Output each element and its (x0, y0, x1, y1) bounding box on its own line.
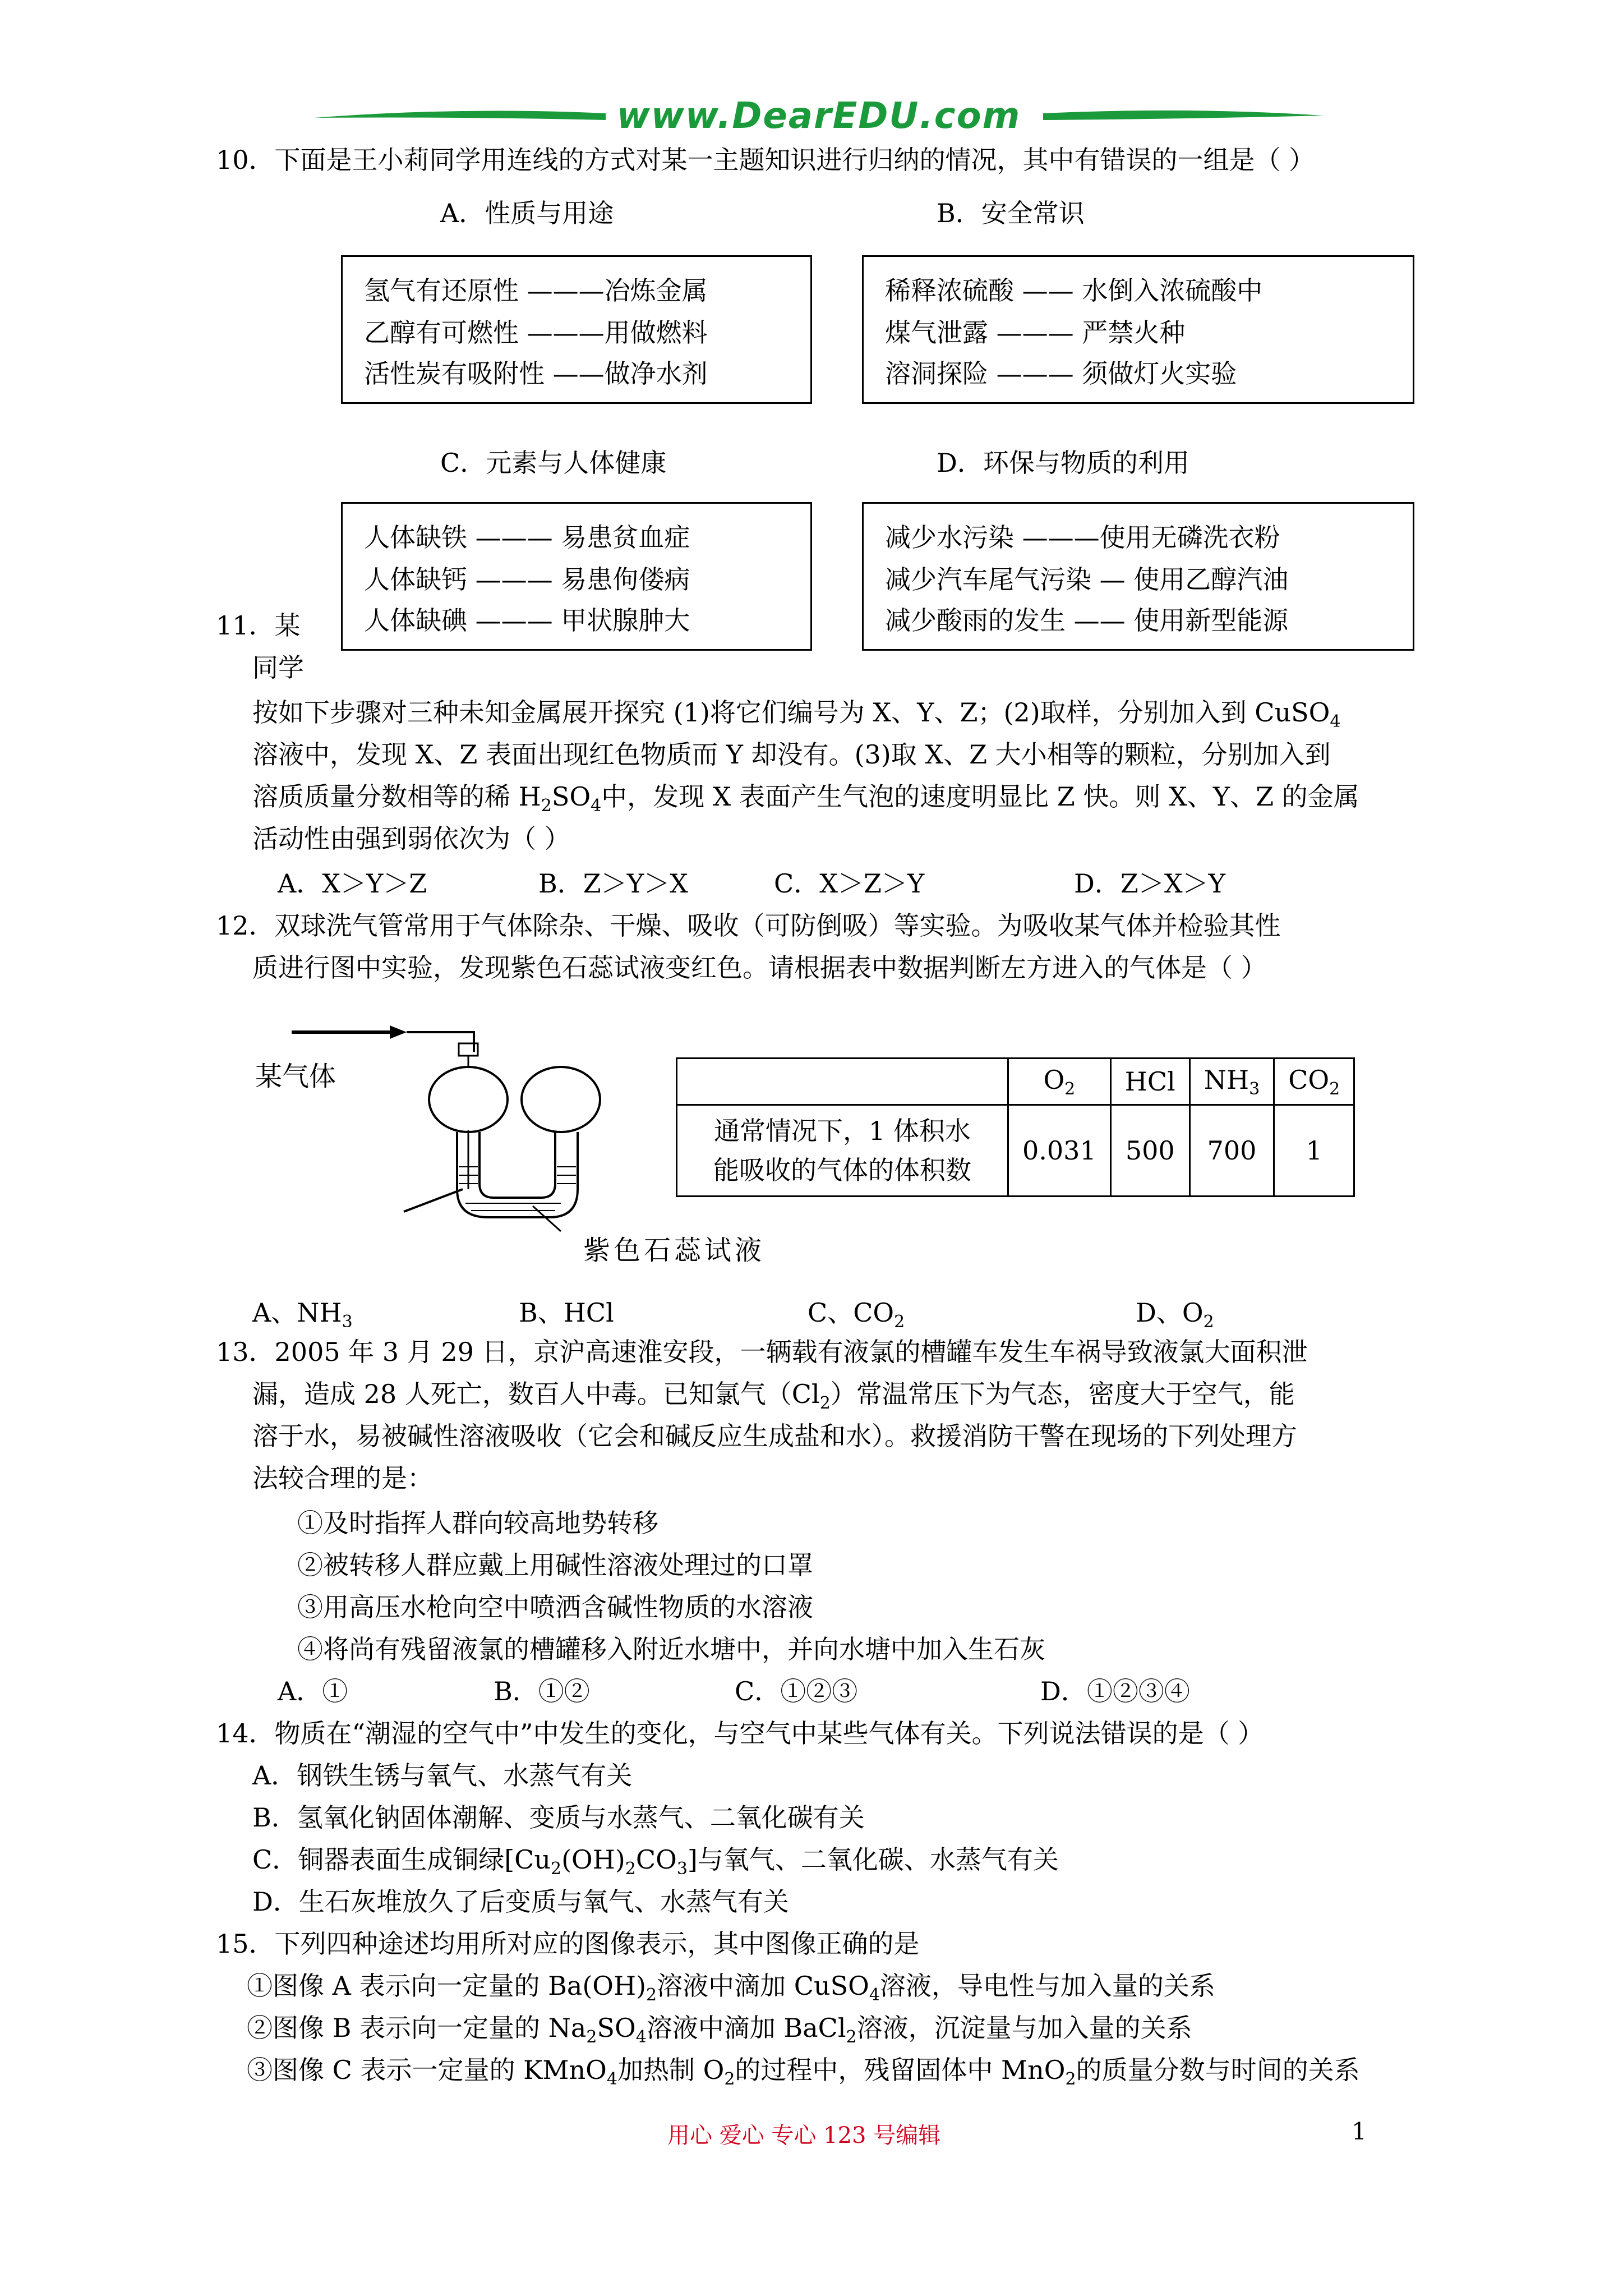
q12-option-a: A、$NH_3$ (252, 1297, 353, 1332)
q13-item-4: ④将尚有残留液氯的槽罐移入附近水塘中，并向水塘中加入生石灰 (297, 1634, 1045, 1664)
q11-option-d: D．Z＞X＞Y (1074, 868, 1225, 899)
q15-item-1: ①图像 A 表示向一定量的 $Ba(OH)_2$溶液中滴加 CuSO$_4$溶液，导电性与加入量的关系 (247, 1971, 1215, 2005)
table-header-o2: $O_2$ (1008, 1059, 1111, 1105)
q13-line-4: 法较合理的是： (252, 1463, 433, 1493)
q13-item-2: ②被转移人群应戴上用碱性溶液处理过的口罩 (297, 1550, 813, 1580)
q10-b-line: 溶洞探险 ——— 须做灯火实验 (885, 358, 1237, 389)
site-logo: www.DearEDU.com (616, 95, 1021, 137)
table-cell-co2: 1 (1274, 1105, 1354, 1197)
q11-option-b: B．Z＞Y＞X (538, 868, 688, 899)
q11-option-a: A．X＞Y＞Z (278, 868, 427, 899)
table-row (677, 1059, 1354, 1105)
q11-line-2: 溶液中，发现 X、Z 表面出现红色物质而 Y 却没有。(3)取 X、Z 大小相等的颗粒，分别加入到 (252, 739, 1331, 770)
q13-line-1: 13．2005 年 3 月 29 日，京沪高速淮安段，一辆载有液氯的槽罐车发生车祸导致液氯大面积泄 (216, 1337, 1308, 1367)
q12-option-d: D、$O_2$ (1136, 1297, 1214, 1332)
figure-label-liquid: 紫色石蕊试液 (583, 1235, 766, 1266)
q15-item-2: ②图像 B 表示向一定量的 $Na_2SO_4$溶液中滴加 BaCl$_2$溶液，沉淀量与加入量的关系 (247, 2013, 1192, 2047)
q10-c-box (341, 502, 812, 651)
q13-line-2: 漏，造成 28 人死亡，数百人中毒。已知氯气$(Cl_2)$常温常压下为气态，密度大于空气，能 (252, 1379, 1295, 1413)
q13-option-c: C．①②③ (735, 1676, 858, 1706)
q10-d-title: D．环保与物质的利用 (937, 448, 1189, 478)
q10-b-line: 煤气泄露 ——— 严禁火种 (885, 318, 1186, 348)
footer-text: 用心 爱心 专心 123 号编辑 (667, 2123, 941, 2148)
q11-line-3: 溶质质量分数相等的稀 $H_2SO_4$中，发现 X 表面产生气泡的速度明显比 Z 快。则 X、Y、Z 的金属 (252, 781, 1359, 816)
table-row (677, 1105, 1354, 1197)
q13-item-3: ③用高压水枪向空中喷洒含碱性物质的水溶液 (297, 1592, 813, 1622)
table-cell-hcl: 500 (1110, 1105, 1189, 1197)
q10-a-title: A．性质与用途 (440, 198, 614, 228)
q10-d-line: 减少汽车尾气污染 — 使用乙醇汽油 (885, 564, 1289, 595)
q10-d-box (862, 502, 1414, 651)
q12-line-1: 12．双球洗气管常用于气体除杂、干燥、吸收（可防倒吸）等实验。为吸收某气体并检验其性 (216, 910, 1281, 941)
table-header-hcl: HCl (1110, 1059, 1189, 1105)
q14-option-d: D．生石灰堆放久了后变质与氧气、水蒸气有关 (252, 1887, 789, 1917)
q14-option-a: A．钢铁生锈与氧气、水蒸气有关 (252, 1760, 633, 1791)
q11-number: 11．某 (216, 610, 301, 641)
q10-a-box (341, 255, 812, 404)
q10-d-line: 减少酸雨的发生 —— 使用新型能源 (885, 605, 1289, 636)
table-cell-o2: 0.031 (1008, 1105, 1111, 1197)
q10-stem: 10．下面是王小莉同学用连线的方式对某一主题知识进行归纳的情况，其中有错误的一组是（ ） (216, 145, 1315, 175)
q10-c-title: C．元素与人体健康 (440, 448, 667, 478)
q10-a-line: 乙醇有可燃性 ———用做燃料 (364, 318, 708, 348)
q10-b-line: 稀释浓硫酸 —— 水倒入浓硫酸中 (885, 275, 1263, 306)
q11-number-cont: 同学 (252, 652, 304, 683)
table-header-nh3: $NH_3$ (1189, 1059, 1274, 1105)
q12-option-b: B、HCl (519, 1297, 614, 1328)
q13-option-a: A．① (278, 1676, 348, 1706)
gas-washing-apparatus-figure (280, 1004, 673, 1234)
gas-solubility-table (676, 1057, 1355, 1197)
q11-line-4: 活动性由强到弱依次为（ ） (252, 823, 570, 854)
table-cell-nh3: 700 (1189, 1105, 1274, 1197)
q10-c-line: 人体缺铁 ——— 易患贫血症 (364, 522, 690, 553)
page-number: 1 (1352, 2118, 1367, 2145)
q14-option-c: C．铜器表面生成铜绿$[Cu_2(OH)_2CO_3]$与氧气、二氧化碳、水蒸气有关 (252, 1844, 1059, 1879)
q10-a-line: 氢气有还原性 ———冶炼金属 (364, 275, 708, 306)
q10-c-line: 人体缺钙 ——— 易患佝偻病 (364, 564, 690, 595)
q10-b-box (862, 255, 1414, 404)
q10-c-line: 人体缺碘 ——— 甲状腺肿大 (364, 605, 690, 636)
table-header-co2: $CO_2$ (1274, 1059, 1354, 1105)
table-cell-empty (677, 1059, 1008, 1105)
q13-item-1: ①及时指挥人群向较高地势转移 (297, 1508, 658, 1538)
q14-stem: 14．物质在“潮湿的空气中”中发生的变化，与空气中某些气体有关。下列说法错误的是（ ） (216, 1718, 1264, 1749)
q14-option-b: B．氢氧化钠固体潮解、变质与水蒸气、二氧化碳有关 (252, 1802, 865, 1833)
q15-stem: 15．下列四种途述均用所对应的图像表示，其中图像正确的是 (216, 1929, 920, 1959)
figure-label-gas: 某气体 (255, 1061, 336, 1092)
q10-b-title: B．安全常识 (937, 198, 1085, 228)
q12-option-c: C、$CO_2$ (808, 1297, 905, 1332)
q11-option-c: C．X＞Z＞Y (774, 868, 925, 899)
q10-a-line: 活性炭有吸附性 ——做净水剂 (364, 358, 708, 389)
q10-d-line: 减少水污染 ———使用无磷洗衣粉 (885, 522, 1280, 553)
q11-line-1: 按如下步骤对三种未知金属展开探究 (1)将它们编号为 X、Y、Z；(2)取样，分别加入到 CuSO$_4$ (252, 697, 1341, 731)
q13-option-d: D．①②③④ (1040, 1676, 1190, 1706)
q13-option-b: B．①② (494, 1676, 590, 1706)
q15-item-3: ③图像 C 表示一定量的 KMnO$_4$加热制 $O_2$的过程中，残留固体中 MnO$_2$的质量分数与时间的关系 (247, 2055, 1360, 2089)
q12-line-2: 质进行图中实验，发现紫色石蕊试液变红色。请根据表中数据判断左方进入的气体是（ ） (252, 953, 1267, 983)
q13-line-3: 溶于水，易被碱性溶液吸收（它会和碱反应生成盐和水）。救援消防干警在现场的下列处理方 (252, 1421, 1297, 1451)
table-row-label: 通常情况下，1 体积水 能吸收的气体的体积数 (677, 1105, 1008, 1197)
